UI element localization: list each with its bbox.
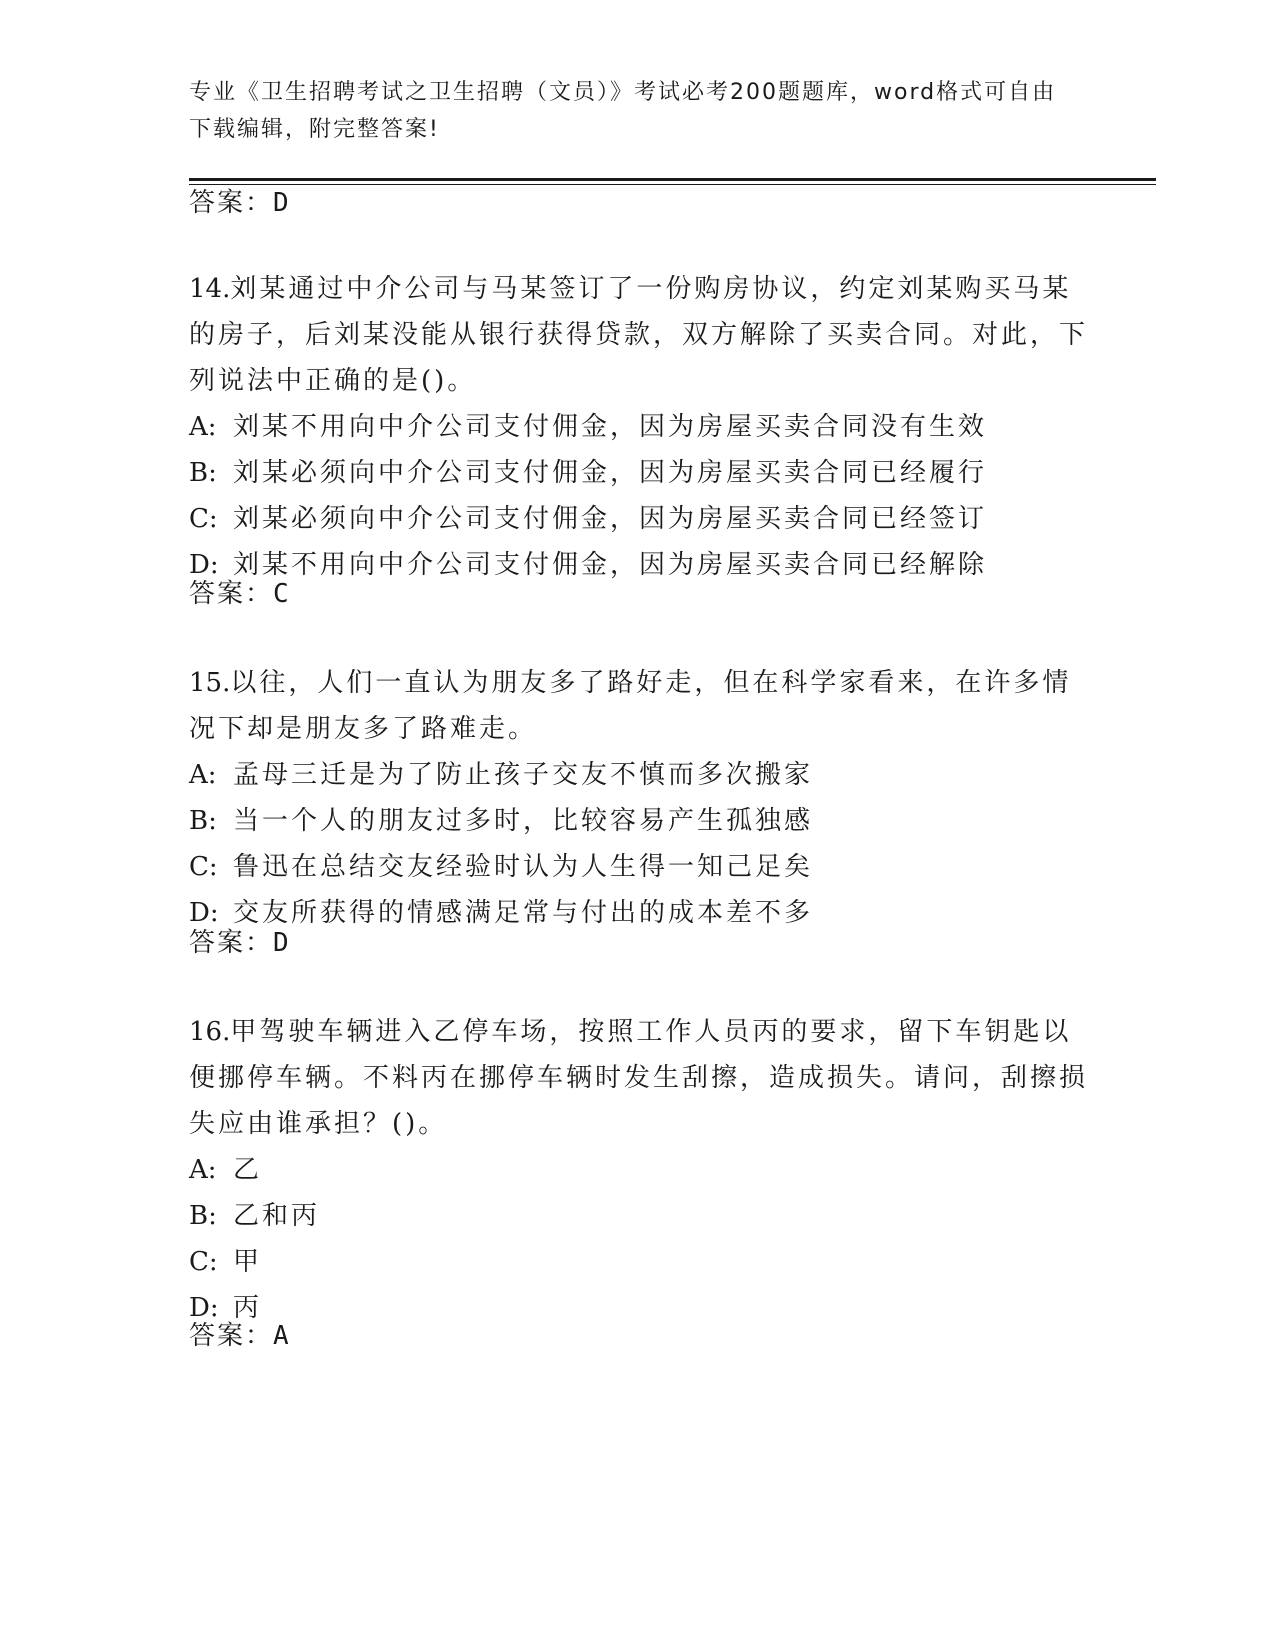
option-b bbox=[189, 1193, 1089, 1239]
option-letter: B: bbox=[189, 1201, 217, 1231]
option-text: 当一个人的朋友过多时，比较容易产生孤独感 bbox=[233, 806, 814, 836]
option-text: 刘某必须向中介公司支付佣金，因为房屋买卖合同已经签订 bbox=[233, 504, 988, 534]
answer-label: 答案： bbox=[189, 188, 274, 218]
question-number: 14. bbox=[189, 274, 231, 304]
question-stem bbox=[189, 1009, 1089, 1147]
option-text: 鲁迅在总结交友经验时认为人生得一知己足矣 bbox=[233, 852, 814, 882]
question-stem bbox=[189, 660, 1089, 752]
option-letter: C: bbox=[189, 504, 218, 534]
document-header: 专业《卫生招聘考试之卫生招聘（文员）》考试必考200题题库，word格式可自由下载编辑，附完整答案! bbox=[189, 80, 1057, 142]
option-a bbox=[189, 404, 1089, 450]
header-divider-thin bbox=[189, 184, 1156, 185]
option-text: 甲 bbox=[233, 1247, 263, 1277]
option-a bbox=[189, 1147, 1089, 1193]
option-letter: D: bbox=[189, 898, 219, 928]
option-c bbox=[189, 496, 1089, 542]
question-15-answer bbox=[189, 927, 291, 959]
option-text: 乙 bbox=[233, 1155, 263, 1185]
option-text: 刘某不用向中介公司支付佣金，因为房屋买卖合同已经解除 bbox=[233, 550, 988, 580]
option-letter: B: bbox=[189, 806, 217, 836]
option-c bbox=[189, 844, 1089, 890]
question-stem bbox=[189, 266, 1089, 404]
option-text: 乙和丙 bbox=[233, 1201, 321, 1231]
question-text: 甲驾驶车辆进入乙停车场，按照工作人员丙的要求，留下车钥匙以便挪停车辆。不料丙在挪停车辆时发生刮擦，造成损失。请问，刮擦损失应由谁承担？()。 bbox=[189, 1017, 1089, 1139]
option-text: 交友所获得的情感满足常与付出的成本差不多 bbox=[233, 898, 814, 928]
previous-answer bbox=[189, 187, 291, 219]
option-text: 刘某必须向中介公司支付佣金，因为房屋买卖合同已经履行 bbox=[233, 458, 988, 488]
option-text: 孟母三迁是为了防止孩子交友不慎而多次搬家 bbox=[233, 760, 814, 790]
option-text: 刘某不用向中介公司支付佣金，因为房屋买卖合同没有生效 bbox=[233, 412, 988, 442]
option-c bbox=[189, 1239, 1089, 1285]
question-number: 15. bbox=[189, 668, 231, 698]
option-d bbox=[189, 890, 1089, 936]
option-letter: A: bbox=[189, 760, 217, 790]
question-text: 以往，人们一直认为朋友多了路好走，但在科学家看来，在许多情况下却是朋友多了路难走。 bbox=[189, 668, 1072, 744]
option-b bbox=[189, 450, 1089, 496]
question-number: 16. bbox=[189, 1017, 231, 1047]
option-d bbox=[189, 1285, 1089, 1331]
option-letter: C: bbox=[189, 1247, 218, 1277]
answer-label: 答案： bbox=[189, 1321, 274, 1351]
option-b bbox=[189, 798, 1089, 844]
answer-value: D bbox=[273, 928, 291, 958]
question-14 bbox=[189, 266, 1089, 588]
option-a bbox=[189, 752, 1089, 798]
answer-value: C bbox=[273, 579, 291, 609]
option-letter: D: bbox=[189, 1293, 219, 1323]
option-d bbox=[189, 542, 1089, 588]
option-letter: D: bbox=[189, 550, 219, 580]
answer-value: A bbox=[273, 1321, 291, 1351]
header-divider-thick bbox=[189, 178, 1156, 181]
answer-label: 答案： bbox=[189, 928, 274, 958]
option-letter: A: bbox=[189, 412, 217, 442]
option-letter: C: bbox=[189, 852, 218, 882]
question-15 bbox=[189, 660, 1089, 936]
option-text: 丙 bbox=[233, 1293, 263, 1323]
question-16-answer bbox=[189, 1320, 291, 1352]
option-letter: A: bbox=[189, 1155, 217, 1185]
question-16 bbox=[189, 1009, 1089, 1331]
question-text: 刘某通过中介公司与马某签订了一份购房协议，约定刘某购买马某的房子，后刘某没能从银行获得贷款，双方解除了买卖合同。对此，下列说法中正确的是()。 bbox=[189, 274, 1089, 396]
question-14-answer bbox=[189, 578, 291, 610]
answer-value: D bbox=[273, 188, 291, 218]
option-letter: B: bbox=[189, 458, 217, 488]
answer-label: 答案： bbox=[189, 579, 274, 609]
